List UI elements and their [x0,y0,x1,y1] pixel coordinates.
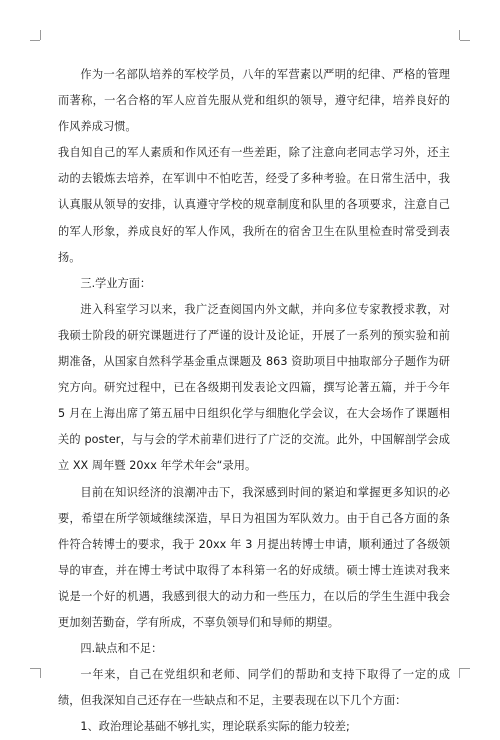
paragraph-military-discipline: 作为一名部队培养的军校学员，八年的军营素以严明的纪律、严格的管理而著称，一名合格的军人应首先服从党和组织的领导，遵守纪律，培养良好的作风养成习惯。 [58,68,450,134]
paragraph-research: 进入科室学习以来，我广泛查阅国内外文献，并向多位专家教授求教，对我硕士阶段的研究课题进行了严谨的设计及论证，开展了一系列的预实验和前期准备，从国家自然科学基金重点课题及 863 资助项目中抽取部分子题作为研究方向。研究过程中，已在各级期刊发表论文四篇，撰写论著五篇，并于今年 5 月在上海出席了第五届中日组织化学与细胞化学会议，在大会场作了课题相关的 poster，与与会的学术前辈们进行了广泛的交流。此外，中国解剖学会成立 XX 周年暨 20xx 年学术年会“录用。 [58,302,450,473]
paragraph-shortcomings-intro: 一年来，自己在党组织和老师、同学们的帮助和支持下取得了一定的成绩，但我深知自己还存在一些缺点和不足，主要表现在以下几个方面： [58,668,450,708]
crop-mark-top-right-vertical [459,30,460,40]
crop-mark-bottom-left-horizontal [30,668,40,669]
section-heading-academics: 三.学业方面： [80,276,152,290]
paragraph-personal-conduct: 我自知自己的军人素质和作风还有一些差距，除了注意向老同志学习外，还主动的去锻炼去培养，在军训中不怕吃苦，经受了多种考验。在日常生活中，我认真服从领导的安排，认真遵守学校的规章制度和队里的各项要求，注意自己的军人形象，养成良好的军人作风，我所在的宿舍卫生在队里检查时常受到表扬。 [58,146,450,264]
crop-mark-top-left-vertical [40,30,41,40]
crop-mark-bottom-right-horizontal [460,668,470,669]
document-body [58,62,450,740]
paragraph-shortcoming-item-1: 1、政治理论基础不够扎实，理论联系实际的能力较差; [80,720,350,734]
crop-mark-top-right-horizontal [460,40,470,41]
section-heading-shortcomings: 四.缺点和不足： [80,642,163,656]
crop-mark-bottom-right-vertical [459,668,460,678]
crop-mark-top-left-horizontal [30,40,40,41]
paragraph-doctoral-transfer: 目前在知识经济的浪潮冲击下，我深感到时间的紧迫和掌握更多知识的必要，希望在所学领域继续深造，早日为祖国为军队效力。由于自己各方面的条件符合转博士的要求，我于 20xx 年 3 月提出转博士申请，顺利通过了各级领导的审查，并在博士考试中取得了本科第一名的好成绩。硕士博士连读对我来说是一个好的机遇，我感到很大的动力和一些压力，在以后的学生生涯中我会更加刻苦勤奋，学有所成，不辜负领导们和导师的期望。 [58,485,450,629]
crop-mark-bottom-left-vertical [40,668,41,678]
